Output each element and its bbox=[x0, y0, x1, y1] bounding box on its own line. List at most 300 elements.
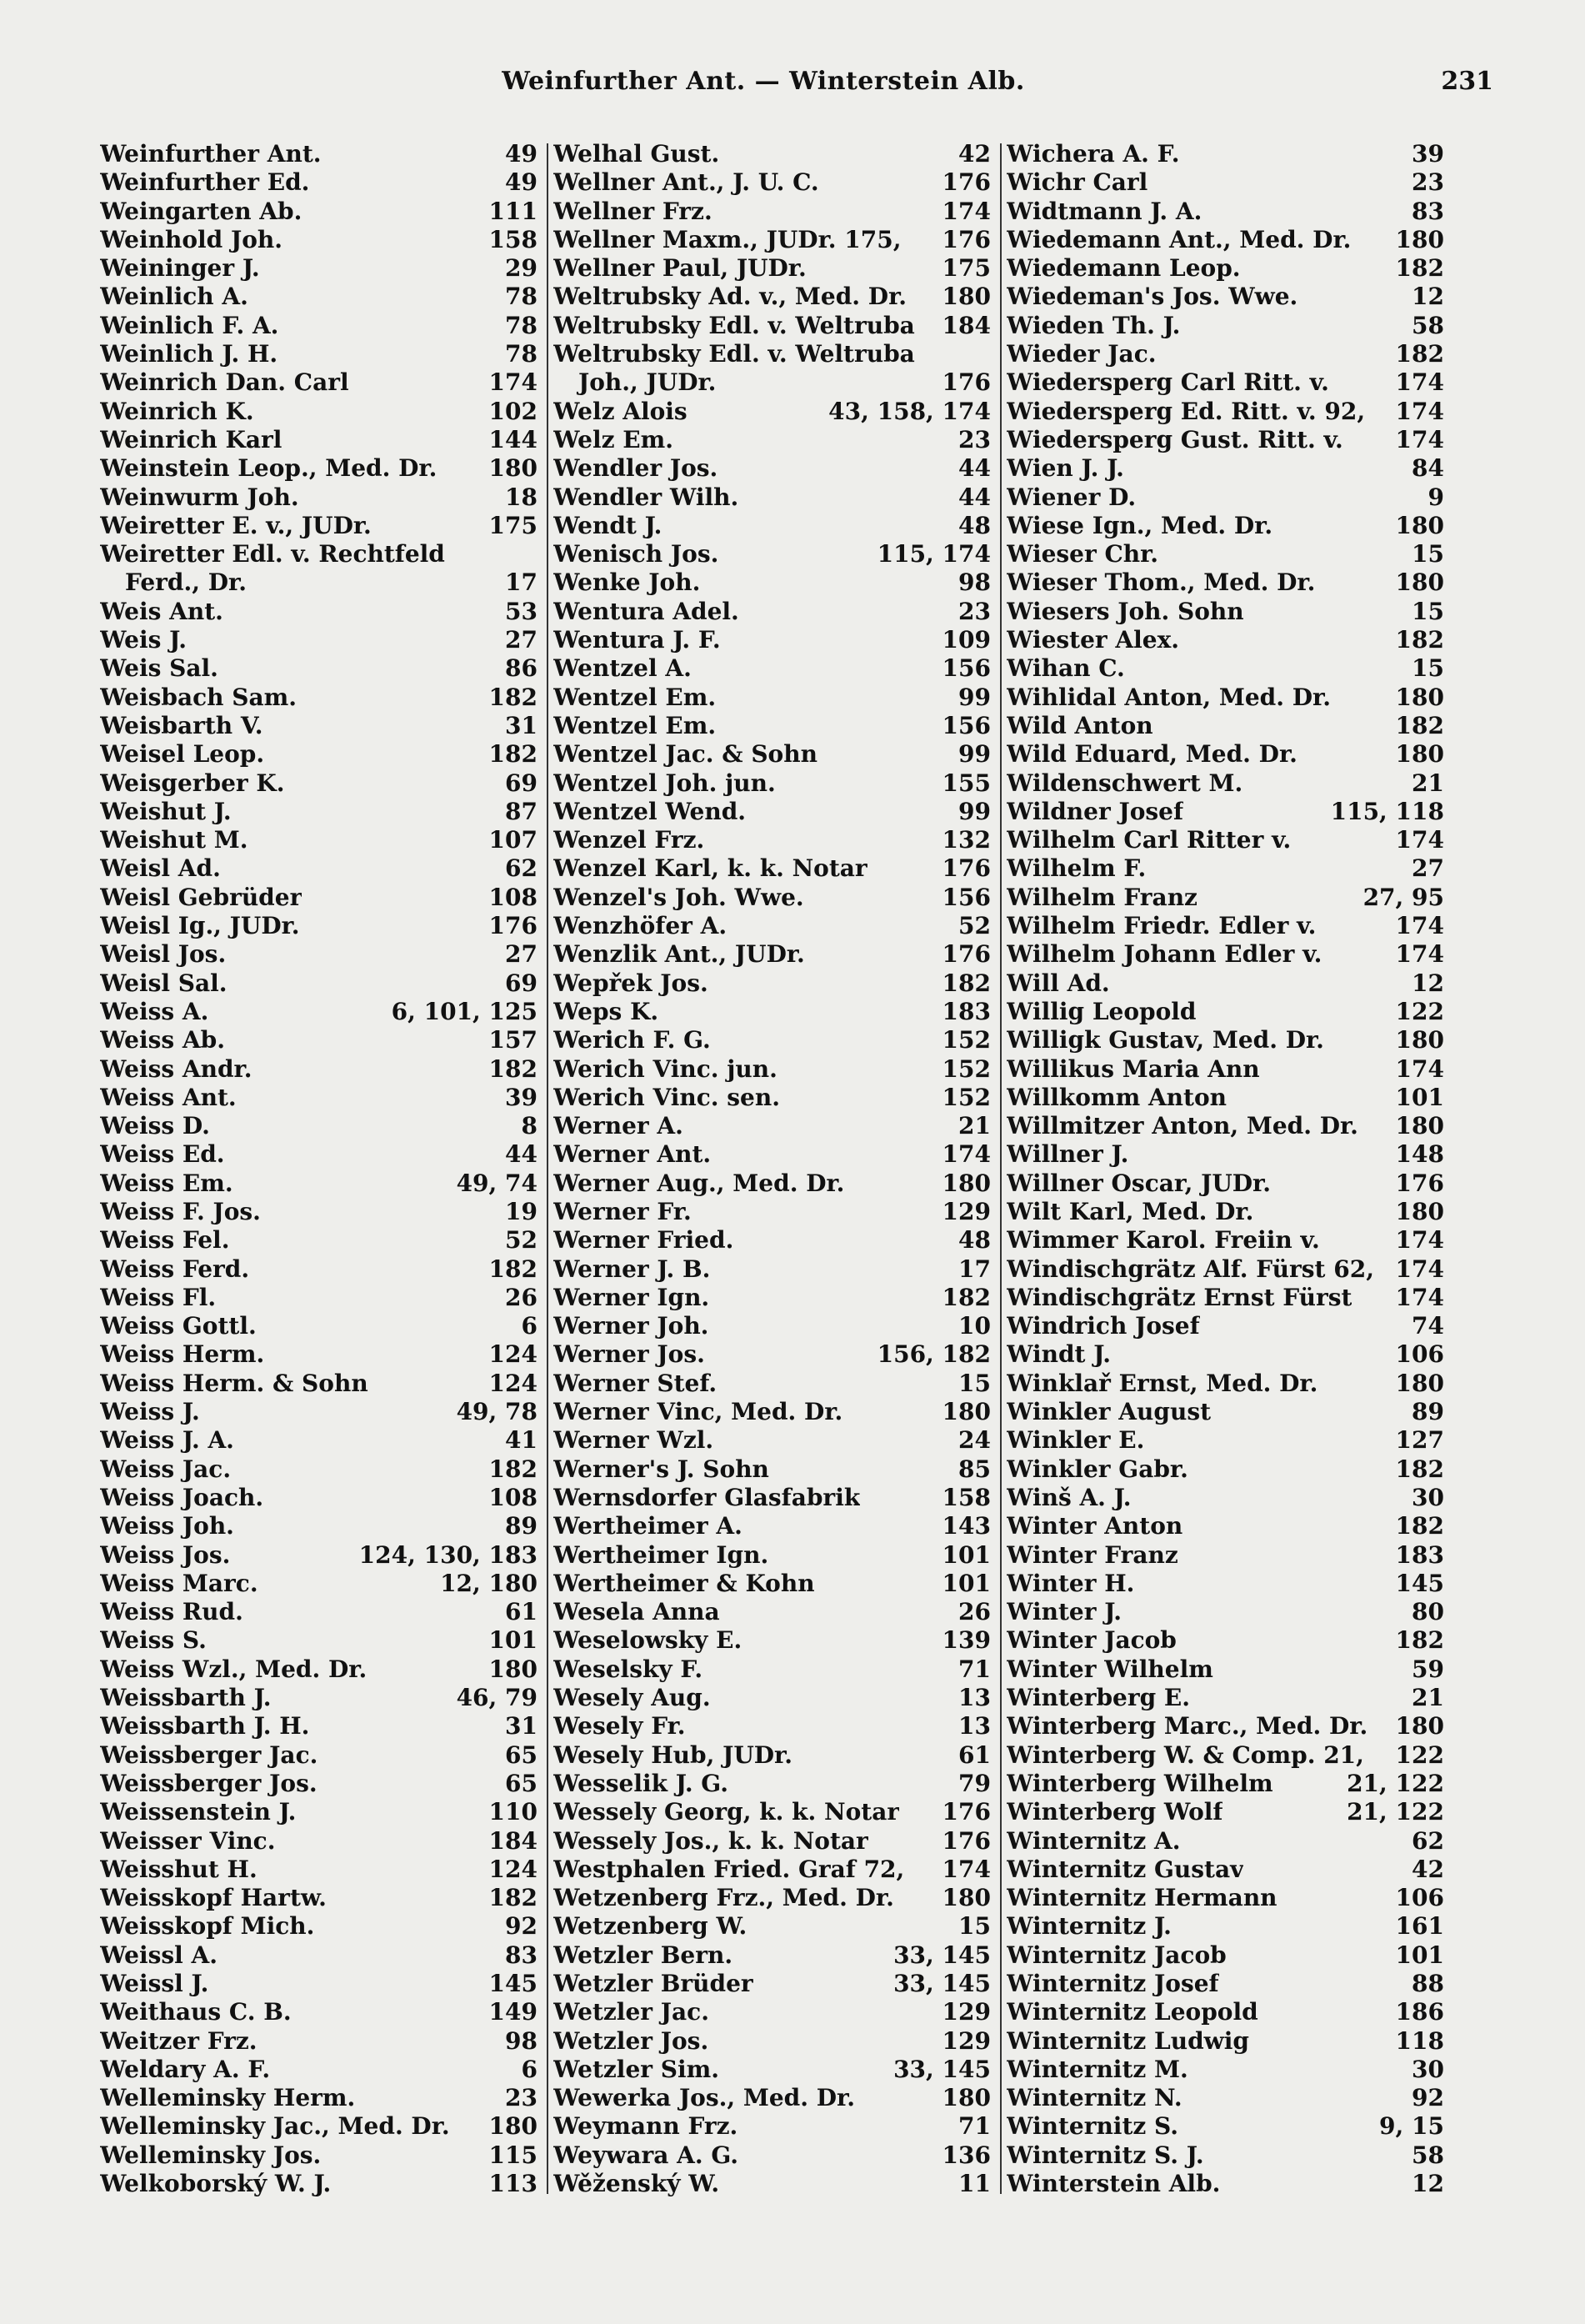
index-entry bbox=[553, 684, 991, 712]
index-entry bbox=[553, 1084, 991, 1112]
entry-name: Winter Franz bbox=[1007, 1540, 1178, 1569]
index-entry bbox=[1007, 1655, 1444, 1684]
index-entry bbox=[1007, 1856, 1444, 1884]
entry-name: Weisbarth V. bbox=[100, 711, 263, 739]
entry-name: Winternitz M. bbox=[1007, 2055, 1188, 2083]
index-entry bbox=[553, 2170, 991, 2198]
entry-name: Wiedeman's Jos. Wwe. bbox=[1007, 283, 1298, 311]
entry-name: Weitzer Frz. bbox=[100, 2026, 258, 2055]
index-entry bbox=[1007, 769, 1444, 798]
index-entry bbox=[1007, 598, 1444, 626]
index-entry bbox=[553, 540, 991, 568]
entry-page-ref: 182 bbox=[1395, 626, 1444, 654]
index-entry bbox=[553, 1026, 991, 1054]
entry-name: Weithaus C. B. bbox=[100, 1998, 292, 2026]
entry-page-ref: 6, 101, 125 bbox=[391, 997, 538, 1025]
entry-name: Werner Ign. bbox=[553, 1283, 710, 1311]
index-entry bbox=[1007, 2056, 1444, 2084]
index-entry bbox=[1007, 1570, 1444, 1598]
index-entry bbox=[1007, 2027, 1444, 2056]
entry-name: Werner Jos. bbox=[553, 1340, 705, 1369]
entry-name: Wendler Wilh. bbox=[553, 483, 739, 511]
entry-page-ref: 43, 158, 174 bbox=[828, 397, 991, 425]
entry-name: Welleminsky Jac., Med. Dr. bbox=[100, 2112, 450, 2141]
index-columns bbox=[100, 140, 1460, 2199]
entry-page-ref: 65 bbox=[505, 1740, 538, 1769]
entry-page-ref: 182 bbox=[1395, 254, 1444, 283]
index-entry bbox=[1007, 1798, 1444, 1826]
index-entry bbox=[1007, 1026, 1444, 1054]
entry-page-ref: 176 bbox=[942, 1826, 991, 1855]
entry-page-ref: 180 bbox=[1395, 740, 1444, 769]
index-entry bbox=[100, 1570, 538, 1598]
entry-page-ref: 174 bbox=[1395, 425, 1444, 453]
entry-page-ref: 101 bbox=[488, 1626, 538, 1655]
index-entry bbox=[100, 1541, 538, 1570]
entry-name: Werner A. bbox=[553, 1112, 683, 1140]
entry-page-ref: 61 bbox=[505, 1598, 538, 1626]
index-entry bbox=[1007, 483, 1444, 512]
entry-page-ref: 24 bbox=[958, 1426, 991, 1455]
index-entry bbox=[100, 426, 538, 454]
entry-name: Weiss Wzl., Med. Dr. bbox=[100, 1655, 368, 1683]
entry-page-ref: 158 bbox=[488, 225, 538, 253]
entry-page-ref: 176 bbox=[942, 225, 991, 253]
index-entry bbox=[100, 1398, 538, 1426]
entry-page-ref: 71 bbox=[958, 1655, 991, 1683]
entry-name: Werich F. G. bbox=[553, 1026, 711, 1054]
entry-name: Weisel Leop. bbox=[100, 740, 265, 769]
entry-page-ref: 21, 122 bbox=[1347, 1798, 1444, 1826]
entry-page-ref: 161 bbox=[1395, 1912, 1444, 1941]
entry-name: Weissl J. bbox=[100, 1970, 209, 1997]
entry-page-ref: 15 bbox=[1412, 654, 1444, 683]
entry-name: Weisl Ad. bbox=[100, 854, 221, 883]
index-entry bbox=[100, 140, 538, 168]
entry-page-ref: 58 bbox=[1412, 2141, 1444, 2169]
entry-page-ref: 182 bbox=[942, 969, 991, 997]
entry-page-ref: 174 bbox=[1395, 1054, 1444, 1083]
entry-name: Winterstein Alb. bbox=[1007, 2170, 1221, 2198]
index-entry bbox=[100, 2112, 538, 2141]
entry-name: Werner Vinc, Med. Dr. bbox=[553, 1398, 843, 1426]
entry-name: Winternitz A. bbox=[1007, 1826, 1181, 1855]
entry-page-ref: 101 bbox=[942, 1569, 991, 1597]
entry-page-ref: 69 bbox=[505, 769, 538, 797]
entry-name: Winternitz Gustav bbox=[1007, 1855, 1244, 1883]
entry-name: Weiss Fl. bbox=[100, 1283, 217, 1311]
entry-name: Wilhelm Franz bbox=[1007, 883, 1198, 911]
entry-page-ref: 182 bbox=[1395, 1512, 1444, 1540]
entry-name: Weiss Em. bbox=[100, 1169, 233, 1197]
index-entry bbox=[1007, 912, 1444, 940]
entry-name: Weisskopf Mich. bbox=[100, 1912, 315, 1941]
index-entry bbox=[100, 283, 538, 311]
entry-page-ref: 180 bbox=[1395, 1712, 1444, 1740]
entry-page-ref: 101 bbox=[942, 1540, 991, 1569]
entry-name: Welz Em. bbox=[553, 425, 673, 453]
index-entry bbox=[553, 454, 991, 483]
entry-page-ref: 180 bbox=[942, 283, 991, 311]
entry-name: Wesely Fr. bbox=[553, 1712, 686, 1740]
entry-name: Weiss Rud. bbox=[100, 1598, 243, 1626]
index-entry bbox=[100, 1970, 538, 1998]
entry-page-ref: 180 bbox=[942, 1398, 991, 1426]
entry-name: Weinrich Dan. Carl bbox=[100, 368, 349, 397]
entry-page-ref: 80 bbox=[1412, 1598, 1444, 1626]
index-entry bbox=[553, 1484, 991, 1512]
index-entry bbox=[1007, 398, 1444, 426]
index-entry bbox=[1007, 426, 1444, 454]
index-entry bbox=[1007, 1741, 1444, 1770]
entry-name: Wiesers Joh. Sohn bbox=[1007, 597, 1244, 625]
entry-page-ref: 143 bbox=[942, 1512, 991, 1540]
entry-name: Wertheimer & Kohn bbox=[553, 1569, 815, 1597]
index-entry bbox=[1007, 512, 1444, 540]
index-entry bbox=[100, 684, 538, 712]
entry-name: Weiretter E. v., JUDr. bbox=[100, 511, 372, 539]
index-entry bbox=[1007, 854, 1444, 883]
entry-page-ref: 182 bbox=[488, 1054, 538, 1083]
entry-page-ref: 108 bbox=[488, 1483, 538, 1511]
entry-name: Wendler Jos. bbox=[553, 454, 718, 483]
entry-name: Werner Aug., Med. Dr. bbox=[553, 1169, 845, 1197]
entry-page-ref: 8 bbox=[521, 1112, 538, 1140]
index-entry bbox=[100, 1512, 538, 1540]
entry-name: Weiss Andr. bbox=[100, 1054, 252, 1083]
entry-name: Willkomm Anton bbox=[1007, 1083, 1227, 1111]
entry-name: Weiss J. bbox=[100, 1398, 200, 1426]
index-entry bbox=[553, 1570, 991, 1598]
index-entry bbox=[1007, 1598, 1444, 1626]
entry-name: Wiedersperg Carl Ritt. v. bbox=[1007, 368, 1329, 397]
page-header bbox=[100, 67, 1493, 110]
entry-name: Weisl Sal. bbox=[100, 969, 228, 997]
index-entry bbox=[100, 1626, 538, 1655]
entry-name: Winterberg Marc., Med. Dr. bbox=[1007, 1712, 1368, 1740]
index-entry bbox=[100, 1741, 538, 1770]
entry-page-ref: 182 bbox=[1395, 340, 1444, 368]
entry-name: Winterberg W. & Comp. 21, bbox=[1007, 1740, 1364, 1769]
entry-page-ref: 152 bbox=[942, 1083, 991, 1111]
entry-page-ref: 98 bbox=[505, 2026, 538, 2055]
index-entry bbox=[553, 2141, 991, 2170]
index-entry bbox=[553, 1455, 991, 1484]
index-entry bbox=[553, 2084, 991, 2112]
index-entry bbox=[553, 1170, 991, 1198]
entry-name: Winter Jacob bbox=[1007, 1626, 1177, 1655]
entry-name: Weisbach Sam. bbox=[100, 683, 297, 711]
index-entry bbox=[553, 426, 991, 454]
index-entry bbox=[100, 626, 538, 654]
index-entry bbox=[1007, 1770, 1444, 1798]
entry-name: Wentzel Wend. bbox=[553, 797, 747, 825]
entry-page-ref: 175 bbox=[942, 254, 991, 283]
entry-name: Wild Anton bbox=[1007, 711, 1153, 739]
index-entry bbox=[1007, 283, 1444, 311]
entry-page-ref: 49 bbox=[505, 140, 538, 168]
entry-page-ref: 11 bbox=[958, 2170, 991, 2198]
entry-name: Wieden Th. J. bbox=[1007, 311, 1181, 339]
index-entry bbox=[1007, 568, 1444, 597]
index-entry bbox=[1007, 654, 1444, 683]
entry-name: Windischgrätz Alf. Fürst 62, bbox=[1007, 1255, 1374, 1283]
index-entry bbox=[553, 312, 991, 340]
index-entry bbox=[100, 1426, 538, 1455]
entry-name: Weinhold Joh. bbox=[100, 225, 282, 253]
entry-name: Winternitz S. bbox=[1007, 2112, 1178, 2141]
index-entry bbox=[553, 1255, 991, 1284]
index-entry bbox=[1007, 1255, 1444, 1284]
entry-name: Wihlidal Anton, Med. Dr. bbox=[1007, 683, 1331, 711]
entry-name: Winter J. bbox=[1007, 1598, 1122, 1626]
entry-page-ref: 48 bbox=[958, 511, 991, 539]
entry-name: Wesely Aug. bbox=[553, 1684, 711, 1712]
index-entry bbox=[553, 912, 991, 940]
entry-page-ref: 49, 74 bbox=[456, 1169, 538, 1197]
entry-name: Wetzler Brüder bbox=[553, 1970, 753, 1997]
entry-name: Wildner Josef bbox=[1007, 797, 1184, 825]
entry-page-ref: 182 bbox=[488, 1455, 538, 1483]
entry-name: Wenke Joh. bbox=[553, 568, 701, 597]
entry-name: Werner J. B. bbox=[553, 1255, 711, 1283]
entry-page-ref: 6 bbox=[521, 2055, 538, 2083]
entry-page-ref: 176 bbox=[942, 940, 991, 969]
index-entry bbox=[100, 1827, 538, 1856]
entry-page-ref: 145 bbox=[488, 1970, 538, 1997]
entry-name: Weinstein Leop., Med. Dr. bbox=[100, 454, 438, 483]
index-entry bbox=[1007, 2141, 1444, 2170]
entry-page-ref: 79 bbox=[958, 1769, 991, 1797]
entry-page-ref: 15 bbox=[1412, 540, 1444, 568]
entry-page-ref: 12 bbox=[1412, 2170, 1444, 2198]
entry-page-ref: 174 bbox=[488, 368, 538, 397]
entry-name: Wenzel Frz. bbox=[553, 826, 705, 854]
index-entry bbox=[1007, 1284, 1444, 1312]
entry-page-ref: 176 bbox=[942, 854, 991, 883]
entry-name: Weselsky F. bbox=[553, 1655, 703, 1683]
entry-name: Wieder Jac. bbox=[1007, 340, 1157, 368]
entry-page-ref: 182 bbox=[942, 1283, 991, 1311]
entry-name: Werner Joh. bbox=[553, 1312, 709, 1340]
entry-name: Wesela Anna bbox=[553, 1598, 720, 1626]
entry-page-ref: 110 bbox=[488, 1798, 538, 1826]
entry-page-ref: 136 bbox=[942, 2141, 991, 2169]
entry-name: Weps K. bbox=[553, 997, 659, 1025]
entry-page-ref: 17 bbox=[958, 1255, 991, 1283]
entry-page-ref: 89 bbox=[505, 1512, 538, 1540]
entry-page-ref: 17 bbox=[505, 568, 538, 597]
entry-name: Weiss Fel. bbox=[100, 1226, 230, 1255]
entry-page-ref: 184 bbox=[942, 311, 991, 339]
entry-page-ref: 53 bbox=[505, 597, 538, 625]
entry-name: Weldary A. F. bbox=[100, 2055, 271, 2083]
entry-name: Wendt J. bbox=[553, 511, 662, 539]
entry-page-ref: 108 bbox=[488, 883, 538, 911]
index-entry bbox=[100, 1941, 538, 1970]
entry-page-ref: 33, 145 bbox=[893, 2055, 991, 2083]
index-entry bbox=[1007, 626, 1444, 654]
entry-name: Wihan C. bbox=[1007, 654, 1125, 683]
entry-name: Weissberger Jos. bbox=[100, 1769, 318, 1797]
entry-page-ref: 31 bbox=[505, 1712, 538, 1740]
entry-name: Weltrubsky Ad. v., Med. Dr. bbox=[553, 283, 908, 311]
entry-name: Winter Wilhelm bbox=[1007, 1655, 1213, 1683]
entry-page-ref: 69 bbox=[505, 969, 538, 997]
index-entry bbox=[100, 198, 538, 226]
index-entry bbox=[100, 1912, 538, 1941]
index-entry bbox=[1007, 2112, 1444, 2141]
entry-page-ref: 42 bbox=[958, 140, 991, 168]
index-entry bbox=[1007, 1912, 1444, 1941]
index-entry bbox=[553, 654, 991, 683]
entry-name: Winternitz Leopold bbox=[1007, 1998, 1258, 2026]
entry-page-ref: 101 bbox=[1395, 1083, 1444, 1111]
entry-page-ref: 174 bbox=[1395, 368, 1444, 397]
entry-name: Wentzel Joh. jun. bbox=[553, 769, 776, 797]
entry-page-ref: 107 bbox=[488, 826, 538, 854]
index-entry bbox=[1007, 1827, 1444, 1856]
entry-name: Wetzler Bern. bbox=[553, 1941, 733, 1969]
index-entry bbox=[553, 1741, 991, 1770]
index-entry bbox=[1007, 1398, 1444, 1426]
entry-page-ref: 42 bbox=[1412, 1855, 1444, 1883]
entry-name: Werner Stef. bbox=[553, 1369, 718, 1397]
entry-page-ref: 124 bbox=[488, 1340, 538, 1369]
index-entry bbox=[553, 1426, 991, 1455]
entry-name: Weinfurther Ed. bbox=[100, 168, 310, 197]
entry-name: Westphalen Fried. Graf 72, bbox=[553, 1855, 905, 1883]
entry-name: Weinlich J. H. bbox=[100, 340, 278, 368]
index-entry bbox=[100, 168, 538, 197]
entry-page-ref: 174 bbox=[1395, 397, 1444, 425]
index-entry bbox=[553, 1941, 991, 1970]
entry-name: Weinrich Karl bbox=[100, 425, 282, 453]
entry-name: Wimmer Karol. Freiin v. bbox=[1007, 1226, 1320, 1255]
entry-page-ref: 180 bbox=[1395, 511, 1444, 539]
entry-name: Wernsdorfer Glasfabrik bbox=[553, 1483, 861, 1511]
entry-name: Welleminsky Herm. bbox=[100, 2084, 356, 2112]
entry-page-ref: 132 bbox=[942, 826, 991, 854]
entry-page-ref: 174 bbox=[1395, 1226, 1444, 1255]
entry-page-ref: 23 bbox=[958, 425, 991, 453]
entry-name: Wiedemann Ant., Med. Dr. bbox=[1007, 225, 1352, 253]
entry-name: Werner Ant. bbox=[553, 1140, 712, 1169]
entry-name: Wieser Thom., Med. Dr. bbox=[1007, 568, 1316, 597]
entry-page-ref: 129 bbox=[942, 1197, 991, 1225]
entry-page-ref: 21, 122 bbox=[1347, 1769, 1444, 1797]
index-entry bbox=[1007, 1426, 1444, 1455]
entry-name: Weisl Gebrüder bbox=[100, 883, 302, 911]
entry-name: Willmitzer Anton, Med. Dr. bbox=[1007, 1112, 1358, 1140]
entry-name: Wild Eduard, Med. Dr. bbox=[1007, 740, 1298, 769]
index-entry bbox=[100, 654, 538, 683]
entry-name: Winternitz Hermann bbox=[1007, 1884, 1278, 1912]
index-entry bbox=[553, 798, 991, 826]
index-entry bbox=[100, 1684, 538, 1712]
entry-name: Winternitz Josef bbox=[1007, 1970, 1219, 1997]
entry-page-ref: 62 bbox=[505, 854, 538, 883]
entry-page-ref: 46, 79 bbox=[456, 1684, 538, 1712]
entry-page-ref: 180 bbox=[942, 2084, 991, 2112]
entry-name: Weissbarth J. bbox=[100, 1684, 272, 1712]
entry-page-ref: 156 bbox=[942, 883, 991, 911]
entry-page-ref: 101 bbox=[1395, 1941, 1444, 1969]
entry-page-ref: 180 bbox=[942, 1169, 991, 1197]
entry-name: Winterberg E. bbox=[1007, 1684, 1191, 1712]
index-entry bbox=[100, 1884, 538, 1912]
entry-page-ref: 180 bbox=[1395, 1026, 1444, 1054]
index-entry bbox=[1007, 1226, 1444, 1255]
entry-page-ref: 156 bbox=[942, 654, 991, 683]
entry-name: Werner Wzl. bbox=[553, 1426, 714, 1455]
index-entry bbox=[100, 1198, 538, 1226]
index-entry bbox=[1007, 312, 1444, 340]
entry-page-ref: 89 bbox=[1412, 1398, 1444, 1426]
index-entry bbox=[1007, 1541, 1444, 1570]
index-entry bbox=[1007, 1340, 1444, 1369]
entry-name: Wenzel's Joh. Wwe. bbox=[553, 883, 804, 911]
entry-page-ref: 99 bbox=[958, 683, 991, 711]
index-entry bbox=[553, 854, 991, 883]
entry-page-ref: 71 bbox=[958, 2112, 991, 2141]
index-entry bbox=[1007, 254, 1444, 283]
index-entry bbox=[100, 1026, 538, 1054]
index-column-3 bbox=[1007, 140, 1444, 2199]
index-entry bbox=[553, 1655, 991, 1684]
entry-name: Weiss Gottl. bbox=[100, 1312, 257, 1340]
index-entry bbox=[100, 1856, 538, 1884]
entry-name: Wepřek Jos. bbox=[553, 969, 708, 997]
entry-name: Weywara A. G. bbox=[553, 2141, 739, 2169]
index-entry bbox=[553, 198, 991, 226]
entry-name: Weiss Marc. bbox=[100, 1569, 258, 1597]
entry-page-ref: 48 bbox=[958, 1226, 991, 1255]
entry-name: Weisgerber K. bbox=[100, 769, 285, 797]
index-entry bbox=[1007, 1712, 1444, 1740]
entry-page-ref: 13 bbox=[958, 1684, 991, 1712]
entry-name: Weiss Jac. bbox=[100, 1455, 232, 1483]
index-entry bbox=[553, 1770, 991, 1798]
entry-name: Welz Alois bbox=[553, 397, 688, 425]
entry-name: Windt J. bbox=[1007, 1340, 1112, 1369]
entry-name: Wetzler Jos. bbox=[553, 2026, 709, 2055]
entry-page-ref: 33, 145 bbox=[893, 1970, 991, 1997]
index-entry bbox=[553, 368, 991, 397]
entry-name: Weiss Joach. bbox=[100, 1483, 264, 1511]
entry-page-ref: 109 bbox=[942, 626, 991, 654]
entry-page-ref: 156, 182 bbox=[877, 1340, 991, 1369]
entry-name: Windischgrätz Ernst Fürst bbox=[1007, 1283, 1352, 1311]
entry-name: Weiss S. bbox=[100, 1626, 207, 1655]
index-entry bbox=[1007, 1484, 1444, 1512]
index-entry bbox=[1007, 1084, 1444, 1112]
entry-name: Wilt Karl, Med. Dr. bbox=[1007, 1197, 1254, 1225]
entry-page-ref: 183 bbox=[942, 997, 991, 1025]
entry-page-ref: 87 bbox=[505, 797, 538, 825]
entry-page-ref: 124 bbox=[488, 1369, 538, 1397]
entry-name: Weselowsky E. bbox=[553, 1626, 742, 1655]
index-entry bbox=[553, 1340, 991, 1369]
index-entry bbox=[100, 1455, 538, 1484]
index-entry bbox=[553, 168, 991, 197]
entry-name: Weiss Joh. bbox=[100, 1512, 234, 1540]
entry-page-ref: 175 bbox=[488, 511, 538, 539]
entry-name: Winkler E. bbox=[1007, 1426, 1145, 1455]
index-entry bbox=[553, 969, 991, 998]
index-entry bbox=[1007, 1455, 1444, 1484]
entry-name: Wentzel Em. bbox=[553, 683, 717, 711]
